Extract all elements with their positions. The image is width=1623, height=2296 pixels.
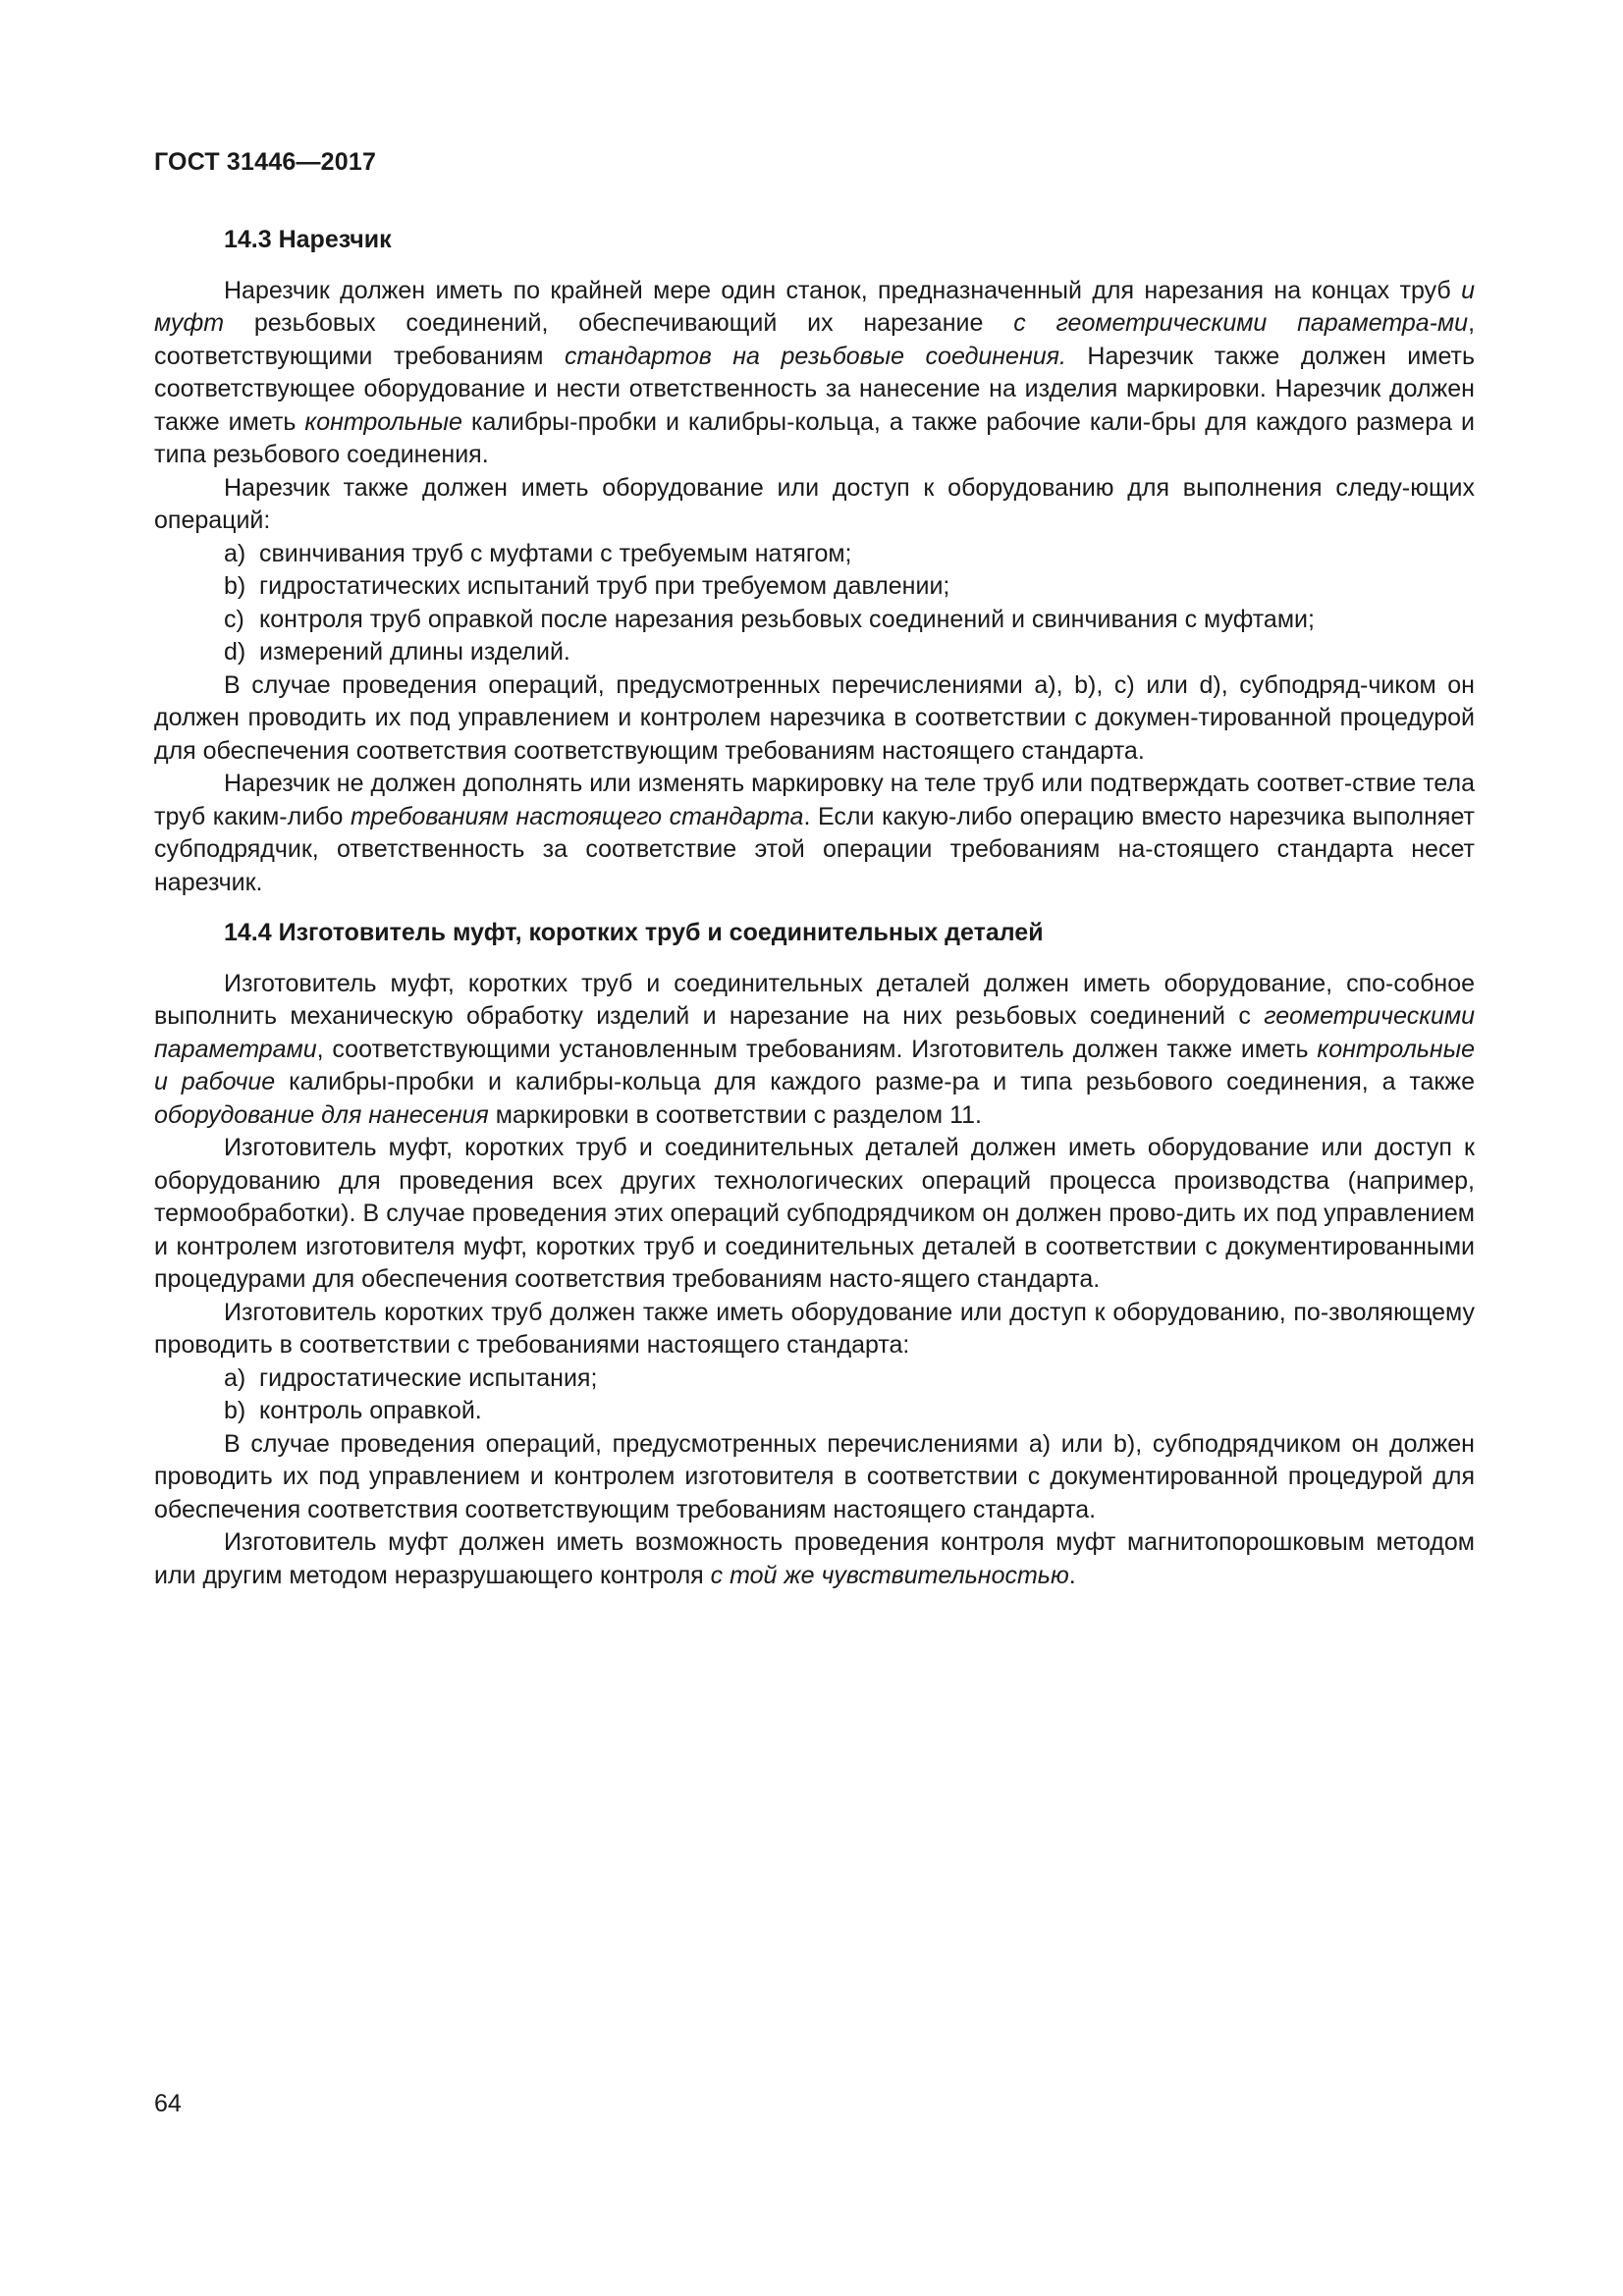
paragraph: Изготовитель муфт должен иметь возможность проведения контроля муфт магнитопорошковым методом или другим методом неразрушающего контроля с той же чувствительностью. — [154, 1528, 1475, 1589]
paragraph: Нарезчик должен иметь по крайней мере один станок, предназначенный для нарезания на концах труб и муфт резьбовых соединений, обеспечивающий их нарезание с геометрическими параметра-ми, соответствующими требованиям стандартов на резьбовые соединения. Нарезчик также должен иметь соответствующее оборудование и нести ответственность за нанесение на изделия маркировки. Нарезчик должен также иметь контрольные калибры-пробки и калибры-кольца, а также рабочие кали-бры для каждого размера и типа резьбового соединения. — [154, 276, 1476, 468]
list-marker: d) — [224, 638, 246, 666]
paragraph: В случае проведения операций, предусмотренных перечислениями а) или b), субподрядчиком он должен проводить их под управлением и контролем изготовителя в соответствии с документированной процедурой для обеспечения соответствия соответствующим требованиям настоящего стандарта. — [154, 1429, 1475, 1523]
list-item-text: гидростатических испытаний труб при требуемом давлении; — [259, 572, 950, 600]
paragraph: Изготовитель коротких труб должен также иметь оборудование или доступ к оборудованию, по-зволяющему проводить в соответствии с требованиями настоящего стандарта: — [154, 1298, 1475, 1359]
list-item-text: гидростатические испытания; — [259, 1363, 598, 1392]
list-marker: b) — [224, 1397, 246, 1424]
list-item-text: контроль оправкой. — [259, 1397, 482, 1424]
list-item-text: контроля труб оправкой после нарезания резьбовых соединений и свинчивания с муфтами; — [259, 605, 1315, 633]
list-item — [154, 1395, 1475, 1428]
list-item — [154, 604, 1475, 637]
list-item — [154, 570, 1475, 604]
page-number: 64 — [154, 2090, 182, 2117]
paragraph: Нарезчик не должен дополнять или изменять маркировку на теле труб или подтверждать соответ-ствие тела труб каким-либо требованиям настоящего стандарта. Если какую-либо операцию вместо нарезчика выполняет субподрядчик, ответственность за соответствие этой операции требованиям на-стоящего стандарта несет нарезчик. — [154, 770, 1475, 896]
paragraph: Изготовитель муфт, коротких труб и соединительных деталей должен иметь оборудование или доступ к оборудованию для проведения всех других технологических операций процесса производства (например, термообработки). В случае проведения этих операций субподрядчиком он должен прово-дить их под управлением и контролем изготовителя муфт, коротких труб и соединительных деталей в соответствии с документированными процедурами для обеспечения соответствия требованиям насто-ящего стандарта. — [154, 1134, 1475, 1293]
paragraph: В случае проведения операций, предусмотренных перечислениями а), b), c) или d), субподряд-чиком он должен проводить их под управлением и контролем нарезчика в соответствии с докумен-тированной процедурой для обеспечения соответствия соответствующим требованиям настоящего стандарта. — [154, 670, 1475, 765]
list-item-text: измерений длины изделий. — [259, 638, 570, 666]
document-header: ГОСТ 31446—2017 — [154, 148, 377, 176]
list-item — [154, 636, 1475, 669]
list-marker: a) — [224, 1363, 246, 1392]
document-body — [154, 224, 1475, 1592]
list-marker: b) — [224, 572, 246, 600]
section-title: 14.3 Нарезчик — [224, 226, 392, 253]
list-marker: c) — [224, 605, 244, 633]
paragraph: Изготовитель муфт, коротких труб и соединительных деталей должен иметь оборудование, спо-собное выполнить механическую обработку изделий и нарезание на них резьбовых соединений с геометрическими параметрами, соответствующими установленным требованиям. Изготовитель должен также иметь контрольные и рабочие калибры-пробки и калибры-кольца для каждого разме-ра и типа резьбового соединения, а также оборудование для нанесения маркировки в соответствии с разделом 11. — [154, 969, 1476, 1129]
list-item — [154, 1362, 1475, 1396]
paragraph: Нарезчик также должен иметь оборудование или доступ к оборудованию для выполнения следу-ющих операций: — [154, 473, 1475, 534]
list-item — [154, 538, 1475, 571]
section-title: 14.4 Изготовитель муфт, коротких труб и соединительных деталей — [224, 919, 1044, 946]
list-marker: a) — [224, 539, 246, 567]
list-item-text: свинчивания труб с муфтами с требуемым натягом; — [259, 539, 852, 567]
